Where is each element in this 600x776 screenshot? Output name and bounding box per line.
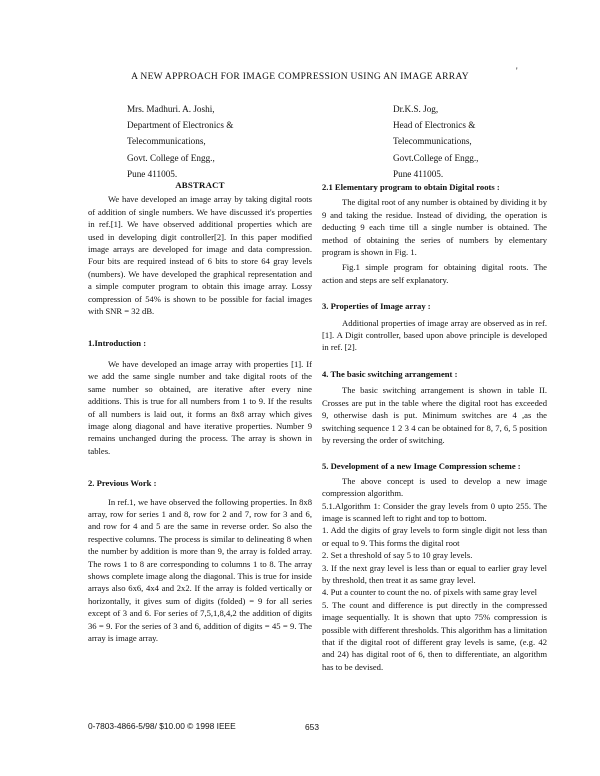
right-column [322,181,547,673]
section-2-1-figure-note: Fig.1 simple program for obtaining digital roots. The action and steps are self explanatory. [322,262,547,285]
author-2-line: Pune 411005. [393,168,444,179]
author-1-line: Govt. College of Engg., [127,152,215,163]
paper-title: A NEW APPROACH FOR IMAGE COMPRESSION USING AN IMAGE ARRAY [131,72,469,82]
author-1-line: Pune 411005. [127,168,178,179]
abstract-text: We have developed an image array by taking digital roots of addition of single numbers. We have discussed it's properties in ref.[1]. We have observed additional properties which are used in developing digit controller[2]. In this paper modified image arrays are developed for image and data compression. Four bits are required instead of 6 bits to store 64 gray levels (numbers). We have developed the graphical representation and a simple computer program to obtain this image array. Lossy compression of 54% is shown to be possible for facial images with SNR = 32 dB. [88,194,312,317]
algorithm-step: 5.1.Algorithm 1: Consider the gray levels from 0 upto 255. The image is scanned left to right and top to bottom. [322,500,547,523]
section-2-1-text: The digital root of any number is obtained by dividing it by 9 and taking the residue. Instead of dividing, the operation is deducting 9 each time till a single number is obtained. The method of obtaining the series of numbers by elementary program is shown in Fig. 1. [322,197,547,258]
left-column [88,179,312,644]
algorithm-step: 1. Add the digits of gray levels to form single digit not less than or equal to 9. This forms the digital root [322,525,547,548]
page-number: 653 [305,722,319,732]
corner-mark: ' [516,66,518,76]
author-2-line: Telecommunications, [393,136,472,147]
section-4-heading: 4. The basic switching arrangement : [322,368,458,379]
author-1-affiliation [127,101,297,182]
author-1-line: Telecommunications, [127,136,206,147]
section-3-text: Additional properties of image array are observed as in ref.[1]. A Digit controller, based upon above principle is developed in ref. [2]. [322,317,547,353]
algorithm-step: 4. Put a counter to count the no. of pixels with same gray level [322,587,538,598]
author-2-affiliation [393,101,563,182]
author-1-line: Mrs. Madhuri. A. Joshi, [127,104,215,114]
section-5-intro: The above concept is used to develop a new image compression algorithm. [322,475,547,499]
section-5-heading: 5. Development of a new Image Compression scheme : [322,461,521,472]
algorithm-step: 3. If the next gray level is less than or equal to earlier gray level by threshold, then treat it as same gray level. [322,562,547,585]
section-4-text: The basic switching arrangement is shown in table II. Crosses are put in the table where the digital root has exceeded 9, otherwise dash is put. Minimum switches are 4 ,as the switching sequence 1 2 3 4 can be obtained for 8, 7, 6, 5 position by reversing the order of switching. [322,385,547,445]
algorithm-step: 5. The count and difference is put directly in the compressed image sequentially. It is shown that upto 75% compression is possible with different thresholds. This algorithm has a limitation that if the digital root of different gray levels is same, (e.g. 42 and 24) has digital root of 6, then to differentiate, an algorithm has to be devised. [322,599,547,672]
section-2-text: In ref.1, we have observed the following properties. In 8x8 array, row for series 1 and 8, row for 2 and 7, row for 3 and 6, and row for 4 and 5 are the same in reverse order. So also the respective columns. The process is similar to delineating 8 when the number by addition is more than 9, the array is folded array. The rows 1 to 8 are corresponding to columns 1 to 8. The array shows complete image along the diagonal. This is true for inside arrays also 6x6, 4x4 and 2x2. If the array is folded vertically or horizontally, it gives sum of digits (folded) = 9 for all series except of 3 and 6. For series of 7,5,1,8,4,2 the addition of digits 36 = 9. For the series of 3 and 6, addition of digits = 45 = 9. The array is image array. [88,496,312,643]
author-2-line: Dr.K.S. Jog, [393,104,439,114]
algorithm-step: 2. Set a threshold of say 5 to 10 gray levels. [322,550,473,561]
section-1-text: We have developed an image array with properties [1]. If we add the same single number and take digital roots of the same number so obtained, are iterative after every nine additions. This is true for all numbers from 1 to 9. If the results of all numbers is laid out, it forms an 8x8 array which gives image along diagonal and have iterative properties. Number 9 remains unchanged during the process. The array is shown in tables. [88,358,312,456]
section-1-heading: 1.Introduction : [88,338,147,349]
section-3-heading: 3. Properties of Image array : [322,301,431,312]
section-2-1-heading: 2.1 Elementary program to obtain Digital roots : [322,182,500,192]
author-1-line: Department of Electronics & [127,120,234,131]
copyright-footer: 0-7803-4866-5/98/ $10.00 © 1998 IEEE [88,721,236,731]
author-2-line: Head of Electronics & [393,120,476,131]
abstract-heading: ABSTRACT [175,180,225,190]
author-2-line: Govt.College of Engg., [393,152,479,163]
section-2-heading: 2. Previous Work : [88,478,157,489]
